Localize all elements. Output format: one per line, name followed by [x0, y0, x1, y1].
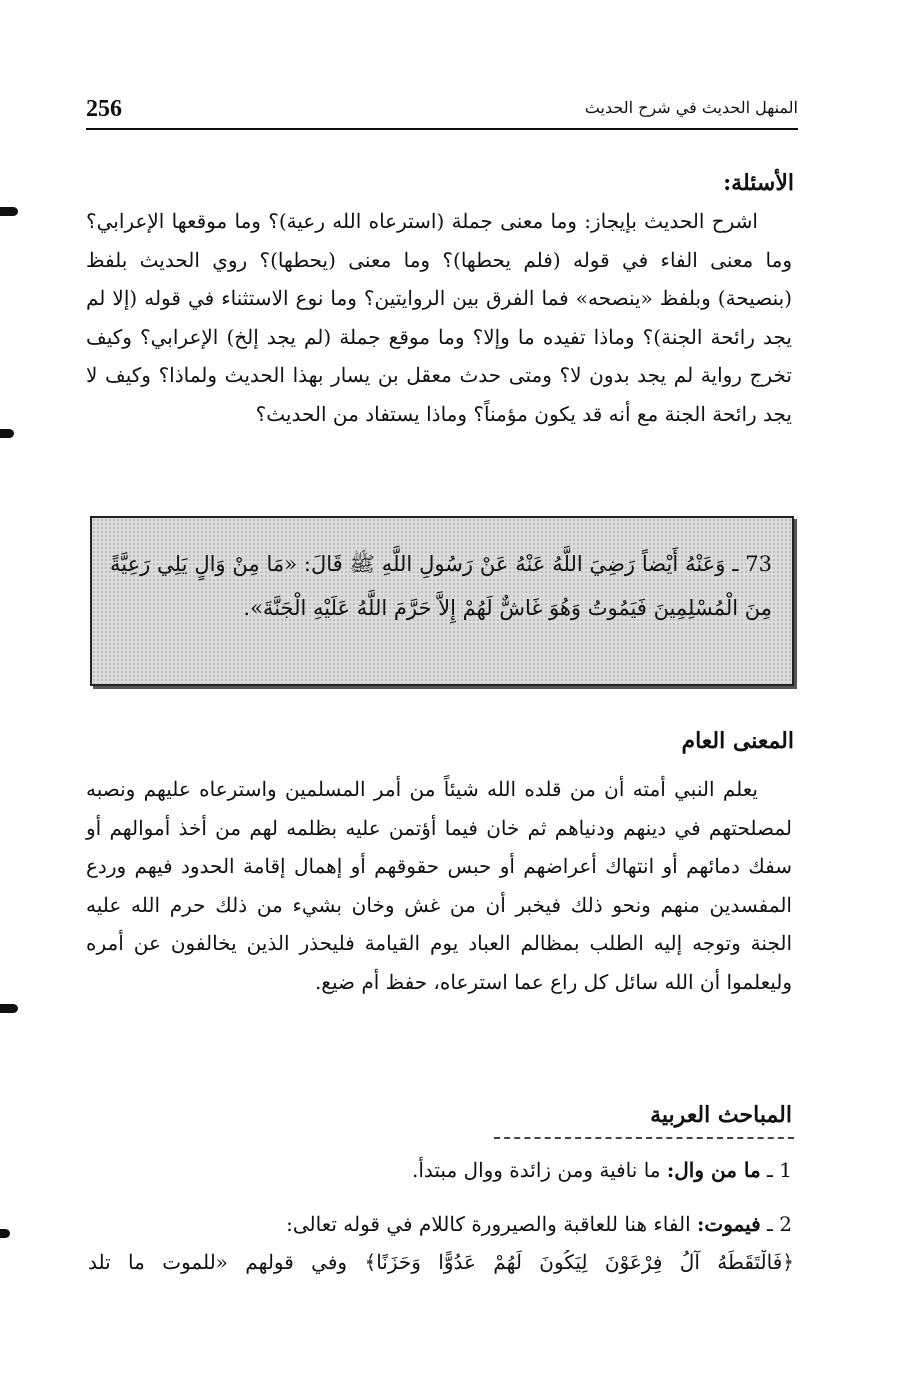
questions-heading: الأسئلة:	[723, 170, 794, 196]
scan-edge-mark	[0, 207, 18, 216]
general-meaning-paragraph: يعلم النبي أمته أن من قلده الله شيئاً من أمر المسلمين واسترعاه عليهم ونصبه لمصلحتهم في دينهم ودنياهم ثم خان فيما أؤتمن عليه بظلمه لهم من أخذ أموالهم أو سفك دمائهم أو انتهاك أعراضهم أو حبس حقوقهم أو إهمال إقامة الحدود فيهم وردع المفسدين منهم ونحو ذلك فيخبر أن من غش وخان بشيء من ذلك حرم الله عليه الجنة وتوجه إليه الطلب بمظالم العباد يوم القيامة فليحذر الذين يخالفون عن أمره وليعلموا أن الله سائل كل راع عما استرعاه، حفظ أم ضيع.	[86, 777, 792, 994]
questions-paragraph: اشرح الحديث بإيجاز: وما معنى جملة (استرعاه الله رعية)؟ وما موقعها الإعرابي؟ وما معنى الفاء في قوله (فلم يحطها)؟ وما معنى (يحطها)؟ روي الحديث بلفظ (بنصيحة) وبلفظ «ينصحه» فما الفرق بين الروايتين؟ وما نوع الاستثناء في قوله (إلا لم يجد رائحة الجنة)؟ وماذا تفيده ما وإلا؟ وما موقع جملة (لم يجد إلخ) الإعرابي؟ وكيف تخرج رواية لم يجد بدون لا؟ ومتى حدث معقل بن يسار بهذا الحديث ولماذا؟ وكيف لا يجد رائحة الجنة مع أنه قد يكون مؤمناً؟ وماذا يستفاد من الحديث؟	[86, 209, 792, 426]
general-meaning-heading: المعنى العام	[681, 728, 794, 754]
scan-edge-mark	[0, 429, 14, 438]
running-title: المنهل الحديث في شرح الحديث	[584, 98, 798, 117]
item-number: 1	[779, 1158, 792, 1182]
item-text: الفاء هنا للعاقبة والصيرورة كاللام في قوله تعالى:	[286, 1212, 691, 1236]
continuation-text: وفي قولهم «للموت ما تلد	[88, 1250, 348, 1274]
quran-verse: ﴿فَالْتَقَطَهُ آلُ فِرْعَوْنَ لِيَكُونَ لَهُمْ عَدُوًّا وَحَزَنًا﴾	[364, 1250, 794, 1274]
scan-edge-mark	[0, 1229, 10, 1238]
item-number: 2	[779, 1212, 792, 1236]
hadith-text	[110, 542, 772, 630]
list-item: 2 ـ فيموت: الفاء هنا للعاقبة والصيرورة كاللام في قوله تعالى:	[286, 1212, 792, 1236]
heading-underline	[494, 1137, 794, 1139]
page-number: 256	[86, 96, 122, 122]
arabic-studies-heading: المباحث العربية	[650, 1102, 792, 1128]
hadith-body: ـ وَعَنْهُ أَيْضاً رَضِيَ اللَّهُ عَنْهُ عَنْ رَسُولِ اللَّهِ ﷺ قَالَ: «مَا مِنْ وَالٍ يَلِي رَعِيَّةً مِنَ الْمُسْلِمِينَ فَيَمُوتُ وَهُوَ غَاشٌّ لَهُمْ إِلاَّ حَرَّمَ اللَّهُ عَلَيْهِ الْجَنَّةَ».	[110, 552, 772, 620]
item-term: ما من وال:	[666, 1158, 761, 1182]
item-term: فيموت:	[696, 1212, 761, 1236]
header-rule	[86, 128, 798, 130]
page-header	[86, 92, 798, 126]
hadith-number: 73	[745, 552, 772, 576]
list-item: 1 ـ ما من وال: ما نافية ومن زائدة ووال مبتدأ.	[411, 1158, 792, 1182]
list-item-continuation	[88, 1250, 794, 1274]
item-text: ما نافية ومن زائدة ووال مبتدأ.	[411, 1158, 661, 1182]
scan-edge-mark	[0, 1004, 18, 1013]
hadith-box	[90, 516, 794, 686]
